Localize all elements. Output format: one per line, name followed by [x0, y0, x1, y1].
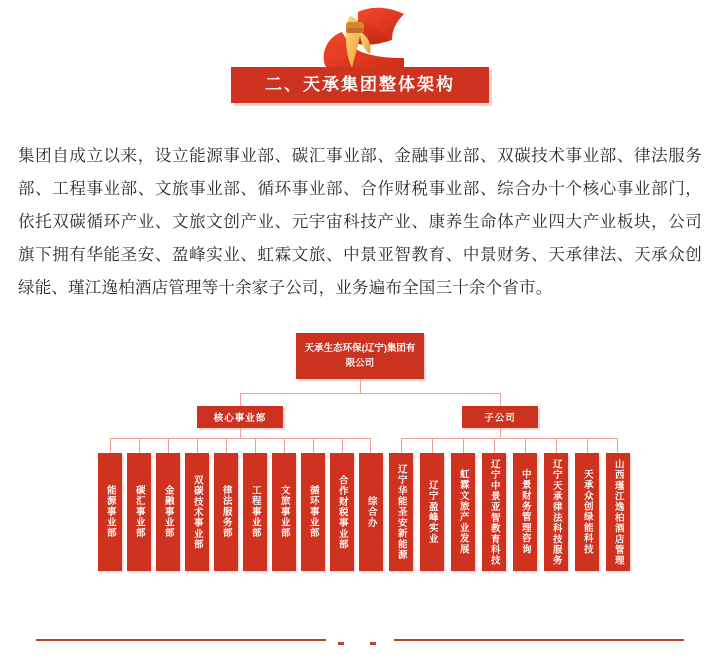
connector-sub-leaf-1: [432, 438, 433, 453]
connector-core-stem: [240, 428, 241, 438]
connector-core-leaf-2: [168, 438, 169, 453]
org-leaf-core-3: 双碳技术事业部: [185, 453, 209, 571]
org-root-node: 天承生态环保(辽宁)集团有限公司: [296, 333, 424, 379]
ribbon-torch-icon: [308, 4, 418, 72]
connector-root-bus: [240, 393, 500, 394]
org-leaf-core-8: 合作财税事业部: [330, 453, 354, 571]
org-leaf-sub-7: 山西瑾江逸柏酒店管理: [606, 453, 630, 571]
connector-core-leaf-6: [284, 438, 285, 453]
connector-sub-leaf-3: [494, 438, 495, 453]
org-leaf-core-2: 金融事业部: [156, 453, 180, 571]
connector-sub-bus: [401, 438, 617, 439]
divider-tick-right: [370, 642, 376, 645]
organization-chart: [0, 333, 720, 583]
org-leaf-core-0: 能源事业部: [98, 453, 122, 571]
org-leaf-sub-0: 辽宁华能圣安新能源: [389, 453, 413, 571]
connector-core-leaf-1: [139, 438, 140, 453]
org-leaf-sub-1: 辽宁盈峰实业: [420, 453, 444, 571]
connector-core-leaf-3: [197, 438, 198, 453]
connector-core-leaf-9: [370, 438, 371, 453]
connector-core-leaf-0: [110, 438, 111, 453]
connector-core-leaf-5: [255, 438, 256, 453]
section-banner-title: 二、天承集团整体架构: [231, 67, 489, 103]
connector-sub-leaf-7: [617, 438, 618, 453]
connector-to-core-branch: [240, 393, 241, 406]
connector-sub-stem: [500, 428, 501, 438]
connector-core-bus: [110, 438, 370, 439]
org-leaf-core-4: 律法服务部: [214, 453, 238, 571]
bottom-section-divider: [0, 633, 720, 647]
divider-rule-left: [36, 639, 326, 641]
connector-to-subsidiary-branch: [500, 393, 501, 406]
org-leaf-sub-6: 天承众创绿能科技: [575, 453, 599, 571]
divider-rule-right: [394, 639, 684, 641]
connector-sub-leaf-2: [463, 438, 464, 453]
connector-core-leaf-8: [342, 438, 343, 453]
org-leaf-core-9: 综合办: [359, 453, 383, 571]
org-leaf-sub-3: 辽宁中景亚智教育科技: [482, 453, 506, 571]
connector-core-leaf-7: [313, 438, 314, 453]
org-branch-subsidiaries: 子公司: [462, 406, 538, 428]
connector-sub-leaf-4: [525, 438, 526, 453]
org-leaf-core-1: 碳汇事业部: [127, 453, 151, 571]
connector-sub-leaf-5: [556, 438, 557, 453]
connector-core-leaf-4: [226, 438, 227, 453]
divider-tick-left: [338, 642, 344, 645]
connector-sub-leaf-0: [401, 438, 402, 453]
org-branch-core-departments: 核心事业部: [197, 406, 283, 428]
connector-sub-leaf-6: [587, 438, 588, 453]
body-paragraph: 集团自成立以来，设立能源事业部、碳汇事业部、金融事业部、双碳技术事业部、律法服务部、工程事业部、文旅事业部、循环事业部、合作财税事业部、综合办十个核心事业部门，依托双碳循环产业、文旅文创产业、元宇宙科技产业、康养生命体产业四大产业板块，公司旗下拥有华能圣安、盈峰实业、虹霖文旅、中景亚智教育、中景财务、天承律法、天承众创绿能、瑾江逸柏酒店管理等十余家子公司，业务遍布全国三十余个省市。: [18, 147, 702, 297]
org-leaf-core-7: 循环事业部: [301, 453, 325, 571]
org-leaf-core-6: 文旅事业部: [272, 453, 296, 571]
connector-root-stem: [360, 379, 361, 393]
header-banner-section: [0, 0, 720, 118]
org-leaf-core-5: 工程事业部: [243, 453, 267, 571]
org-leaf-sub-5: 辽宁天承律法科技服务: [544, 453, 568, 571]
org-leaf-sub-4: 中景财务管理咨询: [513, 453, 537, 571]
org-leaf-sub-2: 虹霖文旅产业发展: [451, 453, 475, 571]
